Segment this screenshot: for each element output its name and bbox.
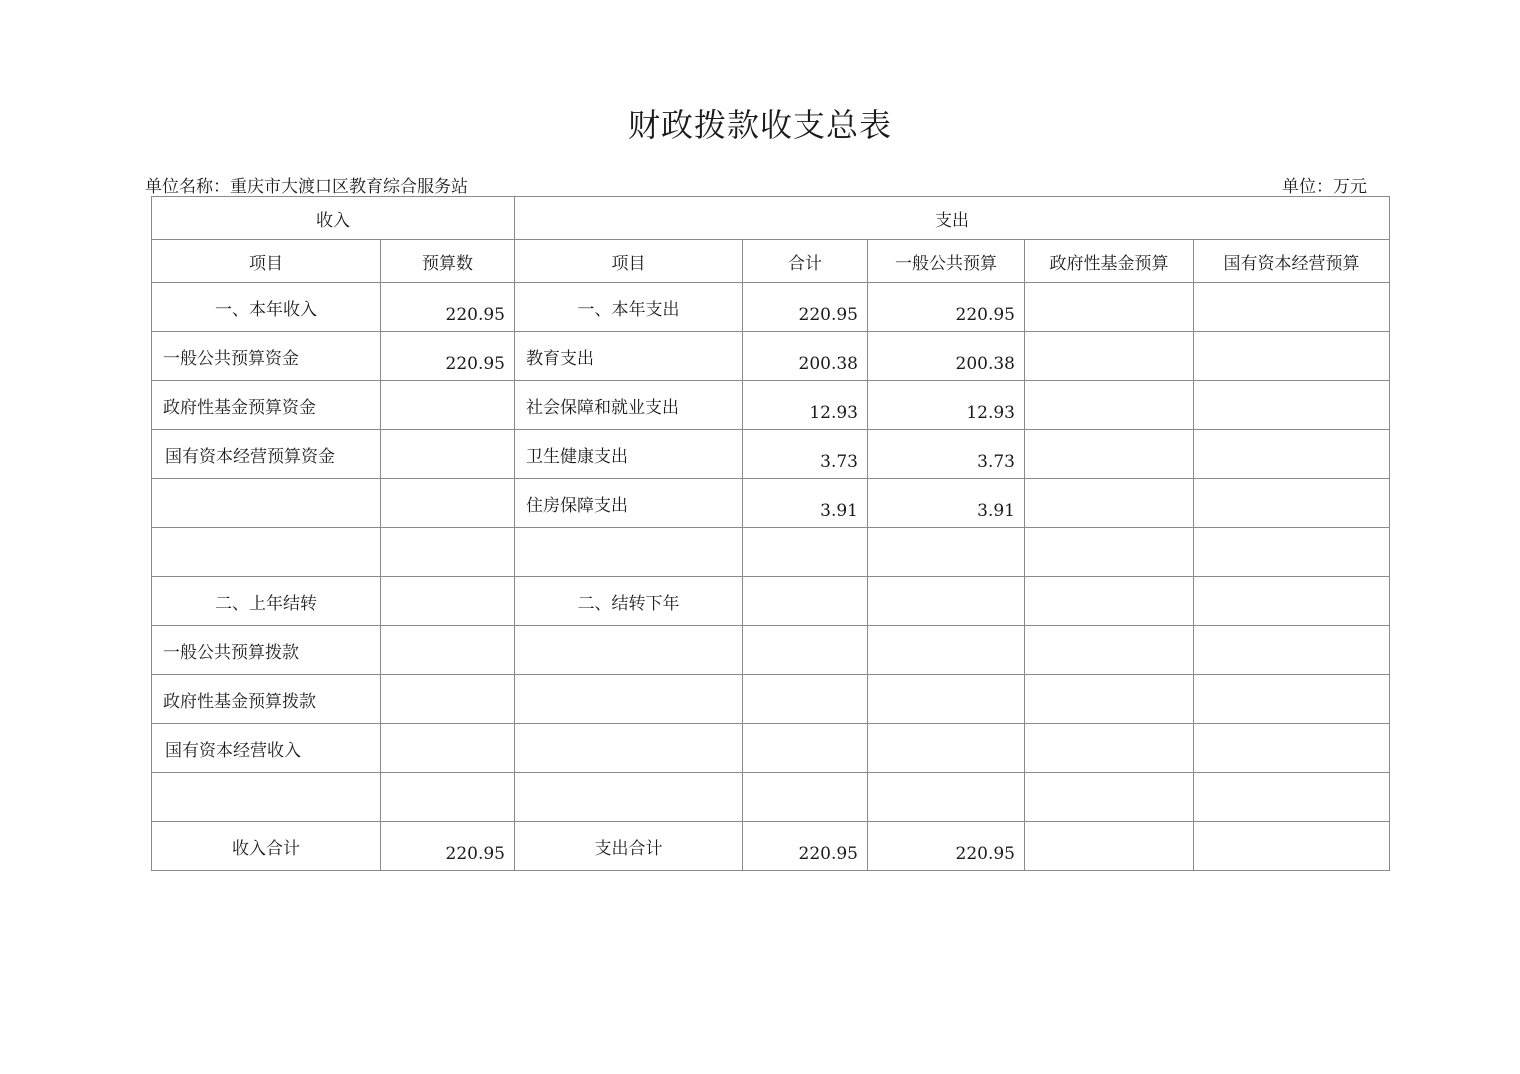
income-total-label: 收入合计 bbox=[152, 822, 381, 871]
income-budget-cell bbox=[381, 381, 515, 430]
expense-item-cell bbox=[515, 528, 743, 577]
general-budget-cell bbox=[868, 724, 1025, 773]
income-budget-cell bbox=[381, 626, 515, 675]
table-row bbox=[152, 528, 1390, 577]
table-row bbox=[152, 675, 1390, 724]
total-cell bbox=[743, 675, 868, 724]
expense-item-cell: 教育支出 bbox=[515, 332, 743, 381]
income-budget-cell bbox=[381, 675, 515, 724]
general-budget-cell: 220.95 bbox=[868, 283, 1025, 332]
expense-item-cell bbox=[515, 675, 743, 724]
income-budget-cell: 220.95 bbox=[381, 332, 515, 381]
fund-budget-cell bbox=[1025, 577, 1194, 626]
total-cell bbox=[743, 773, 868, 822]
expense-header: 支出 bbox=[515, 197, 1390, 240]
income-budget-cell bbox=[381, 724, 515, 773]
fund-budget-cell bbox=[1025, 675, 1194, 724]
total-cell: 12.93 bbox=[743, 381, 868, 430]
state-capital-cell bbox=[1194, 479, 1390, 528]
income-budget-cell bbox=[381, 773, 515, 822]
general-budget-cell bbox=[868, 577, 1025, 626]
income-item-cell: 一般公共预算资金 bbox=[152, 332, 381, 381]
income-item-cell: 二、上年结转 bbox=[152, 577, 381, 626]
column-header-expense-item: 项目 bbox=[515, 240, 743, 283]
general-budget-cell bbox=[868, 773, 1025, 822]
total-cell bbox=[743, 577, 868, 626]
general-budget-cell bbox=[868, 675, 1025, 724]
table-row bbox=[152, 332, 1390, 381]
column-header-total: 合计 bbox=[743, 240, 868, 283]
income-item-cell: 政府性基金预算拨款 bbox=[152, 675, 381, 724]
budget-table bbox=[151, 196, 1390, 871]
fund-budget-cell bbox=[1025, 773, 1194, 822]
state-capital-total bbox=[1194, 822, 1390, 871]
general-budget-total: 220.95 bbox=[868, 822, 1025, 871]
expense-item-cell: 二、结转下年 bbox=[515, 577, 743, 626]
general-budget-cell bbox=[868, 528, 1025, 577]
state-capital-cell bbox=[1194, 528, 1390, 577]
total-cell: 220.95 bbox=[743, 283, 868, 332]
expense-item-cell bbox=[515, 773, 743, 822]
table-column-header-row bbox=[152, 240, 1390, 283]
state-capital-cell bbox=[1194, 283, 1390, 332]
page-title: 财政拨款收支总表 bbox=[627, 106, 892, 144]
fund-budget-cell bbox=[1025, 479, 1194, 528]
general-budget-cell: 12.93 bbox=[868, 381, 1025, 430]
table-row bbox=[152, 626, 1390, 675]
income-budget-cell bbox=[381, 577, 515, 626]
state-capital-cell bbox=[1194, 577, 1390, 626]
total-cell bbox=[743, 724, 868, 773]
state-capital-cell bbox=[1194, 430, 1390, 479]
table-row bbox=[152, 430, 1390, 479]
state-capital-cell bbox=[1194, 675, 1390, 724]
state-capital-cell bbox=[1194, 724, 1390, 773]
column-header-income-item: 项目 bbox=[152, 240, 381, 283]
table-row bbox=[152, 577, 1390, 626]
income-total-value: 220.95 bbox=[381, 822, 515, 871]
income-item-cell bbox=[152, 528, 381, 577]
expense-item-cell: 一、本年支出 bbox=[515, 283, 743, 332]
income-item-cell: 国有资本经营预算资金 bbox=[152, 430, 381, 479]
currency-unit-label: 单位：万元 bbox=[1282, 177, 1367, 197]
table-total-row bbox=[152, 822, 1390, 871]
state-capital-cell bbox=[1194, 773, 1390, 822]
income-budget-cell bbox=[381, 479, 515, 528]
income-item-cell: 一、本年收入 bbox=[152, 283, 381, 332]
table-row bbox=[152, 479, 1390, 528]
unit-name-label: 单位名称：重庆市大渡口区教育综合服务站 bbox=[145, 177, 468, 197]
table-group-header-row bbox=[152, 197, 1390, 240]
income-header: 收入 bbox=[152, 197, 515, 240]
total-cell: 3.73 bbox=[743, 430, 868, 479]
income-item-cell bbox=[152, 773, 381, 822]
total-cell: 200.38 bbox=[743, 332, 868, 381]
total-cell: 3.91 bbox=[743, 479, 868, 528]
income-budget-cell bbox=[381, 528, 515, 577]
total-cell bbox=[743, 626, 868, 675]
column-header-fund-budget: 政府性基金预算 bbox=[1025, 240, 1194, 283]
general-budget-cell: 3.91 bbox=[868, 479, 1025, 528]
general-budget-cell bbox=[868, 626, 1025, 675]
fund-budget-total bbox=[1025, 822, 1194, 871]
fund-budget-cell bbox=[1025, 528, 1194, 577]
state-capital-cell bbox=[1194, 626, 1390, 675]
income-budget-cell: 220.95 bbox=[381, 283, 515, 332]
expense-total-value: 220.95 bbox=[743, 822, 868, 871]
table-row bbox=[152, 724, 1390, 773]
expense-item-cell: 卫生健康支出 bbox=[515, 430, 743, 479]
expense-total-label: 支出合计 bbox=[515, 822, 743, 871]
table-row bbox=[152, 283, 1390, 332]
expense-item-cell: 社会保障和就业支出 bbox=[515, 381, 743, 430]
income-item-cell: 一般公共预算拨款 bbox=[152, 626, 381, 675]
fund-budget-cell bbox=[1025, 430, 1194, 479]
income-item-cell: 政府性基金预算资金 bbox=[152, 381, 381, 430]
expense-item-cell bbox=[515, 626, 743, 675]
column-header-general-budget: 一般公共预算 bbox=[868, 240, 1025, 283]
expense-item-cell bbox=[515, 724, 743, 773]
column-header-budget: 预算数 bbox=[381, 240, 515, 283]
column-header-state-capital-budget: 国有资本经营预算 bbox=[1194, 240, 1390, 283]
state-capital-cell bbox=[1194, 381, 1390, 430]
fund-budget-cell bbox=[1025, 724, 1194, 773]
table-row bbox=[152, 381, 1390, 430]
income-item-cell bbox=[152, 479, 381, 528]
fund-budget-cell bbox=[1025, 283, 1194, 332]
income-budget-cell bbox=[381, 430, 515, 479]
fund-budget-cell bbox=[1025, 332, 1194, 381]
income-item-cell: 国有资本经营收入 bbox=[152, 724, 381, 773]
fund-budget-cell bbox=[1025, 626, 1194, 675]
fund-budget-cell bbox=[1025, 381, 1194, 430]
table-row bbox=[152, 773, 1390, 822]
total-cell bbox=[743, 528, 868, 577]
expense-item-cell: 住房保障支出 bbox=[515, 479, 743, 528]
general-budget-cell: 200.38 bbox=[868, 332, 1025, 381]
state-capital-cell bbox=[1194, 332, 1390, 381]
general-budget-cell: 3.73 bbox=[868, 430, 1025, 479]
